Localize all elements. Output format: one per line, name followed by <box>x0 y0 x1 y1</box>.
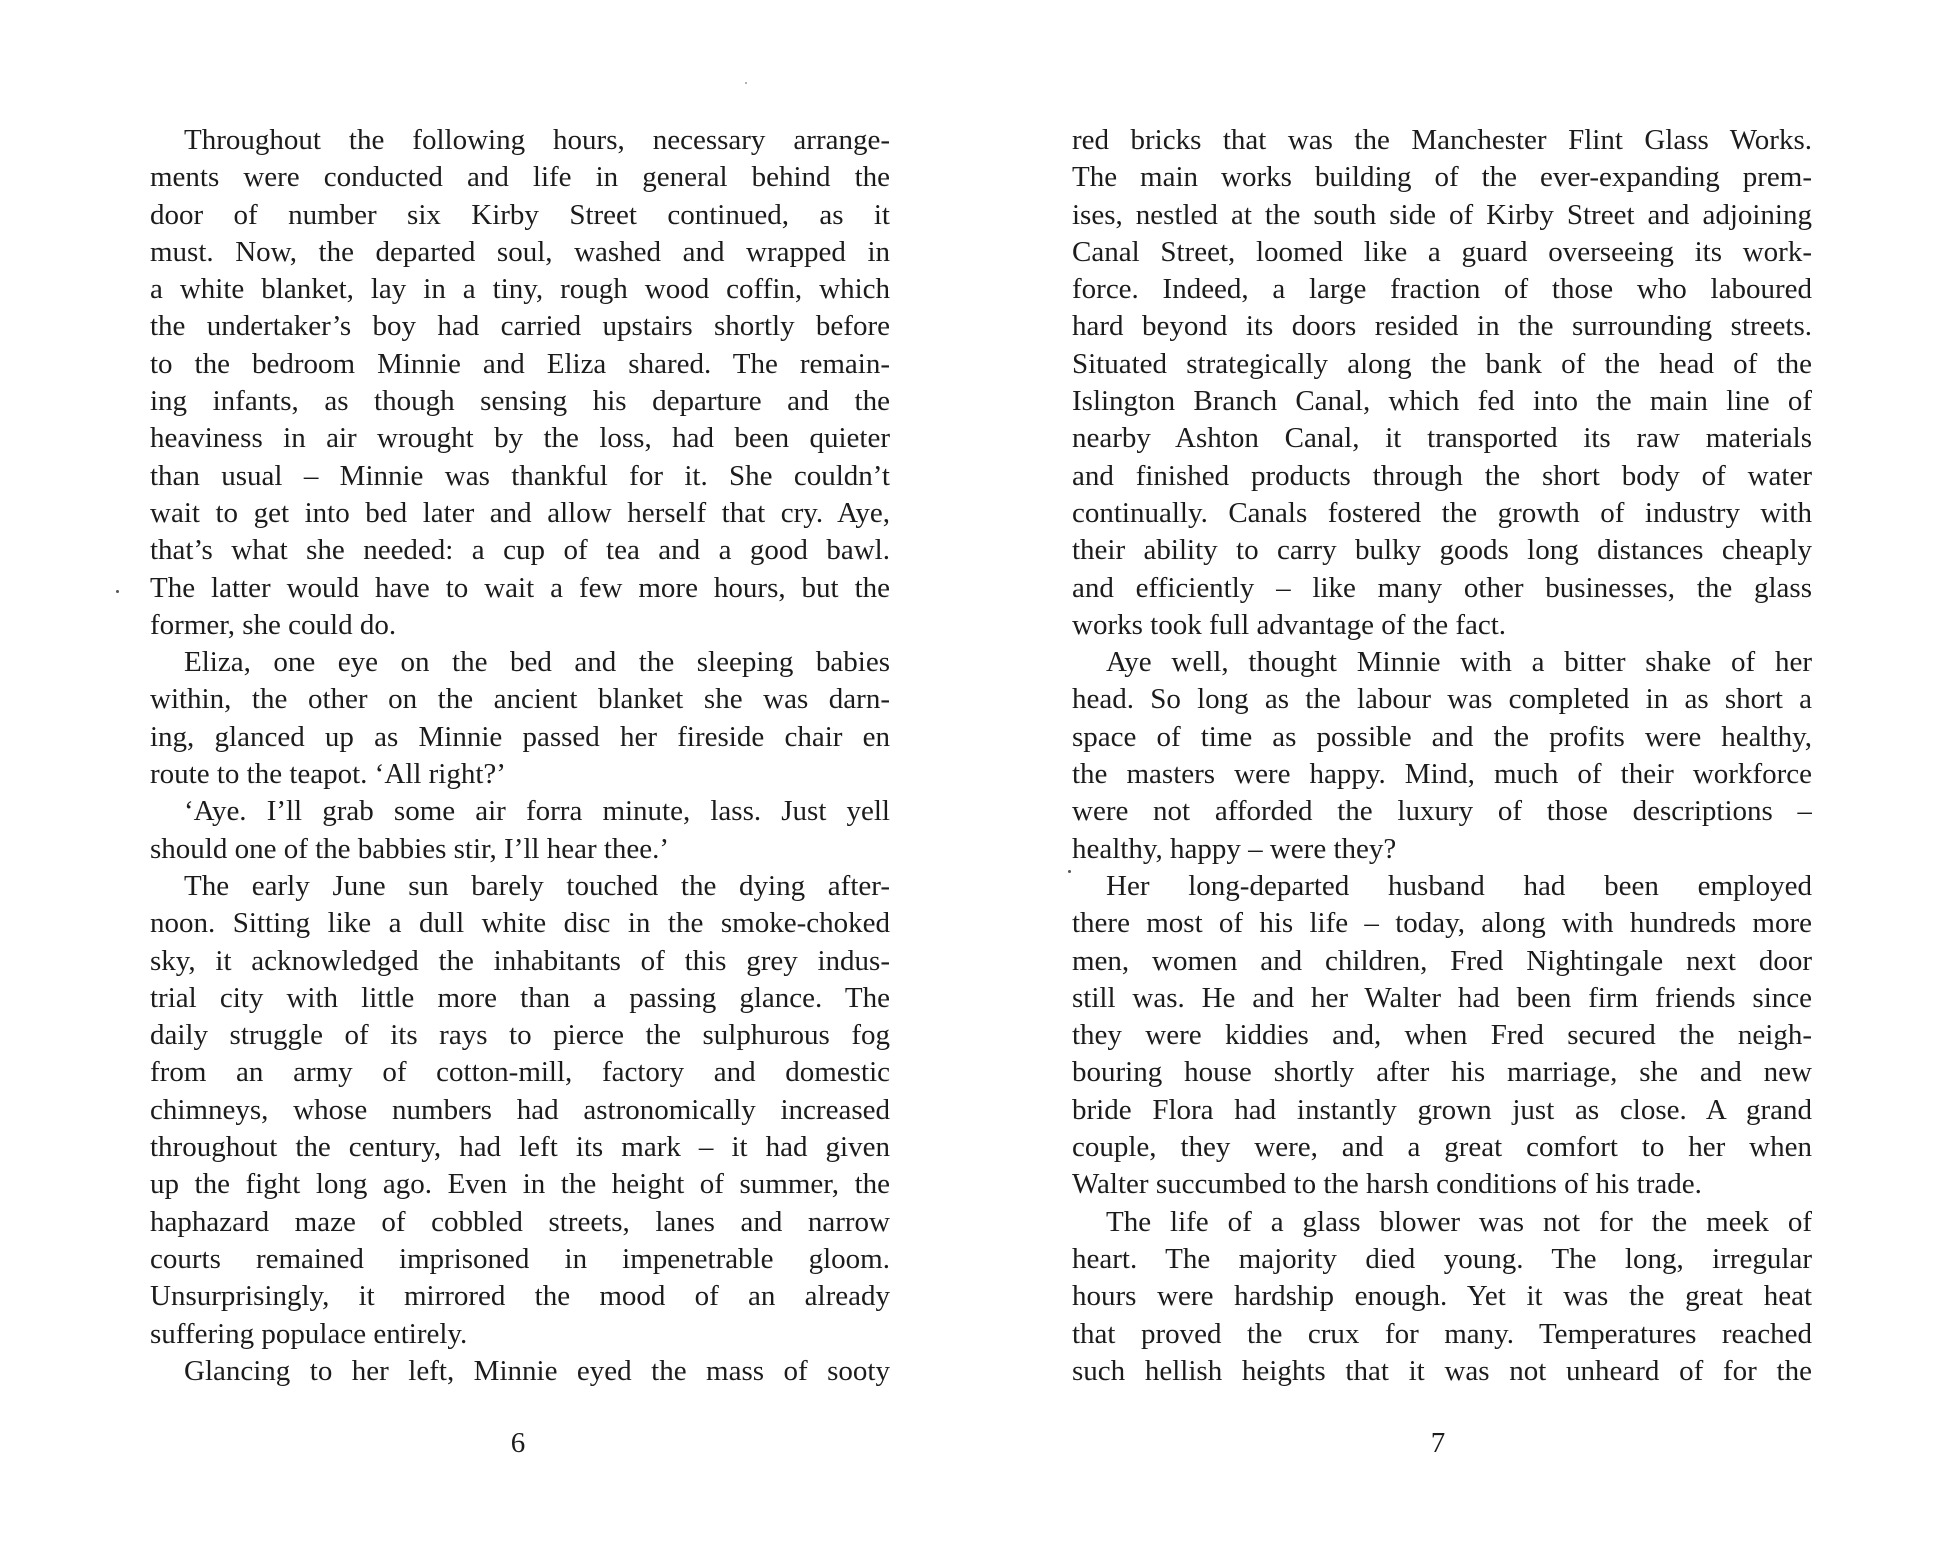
text-line: works took full advantage of the fact. <box>1072 608 1507 641</box>
text-line: that proved the crux for many. Temperatures reached <box>1072 1317 1812 1350</box>
text-line: former, she could do. <box>150 608 397 641</box>
text-line: haphazard maze of cobbled streets, lanes and narrow <box>150 1205 890 1238</box>
text-line: were not afforded the luxury of those descriptions – <box>1072 795 1812 828</box>
text-line: heaviness in air wrought by the loss, had been quieter <box>150 422 890 455</box>
text-line: within, the other on the ancient blanket she was darn- <box>150 683 890 716</box>
left-page-text <box>150 122 890 1390</box>
text-line: bride Flora had instantly grown just as close. A grand <box>1072 1093 1812 1126</box>
text-line: wait to get into bed later and allow herself that cry. Aye, <box>150 496 890 529</box>
scan-speck <box>745 82 747 84</box>
text-line: their ability to carry bulky goods long distances cheaply <box>1072 534 1812 567</box>
text-line: there most of his life – today, along with hundreds more <box>1072 907 1812 940</box>
right-page-text <box>1072 122 1812 1390</box>
text-line: than usual – Minnie was thankful for it. She couldn’t <box>150 459 890 492</box>
text-line: bouring house shortly after his marriage, she and new <box>1072 1056 1812 1089</box>
text-line: the masters were happy. Mind, much of their workforce <box>1072 758 1812 791</box>
text-line: ‘Aye. I’ll grab some air forra minute, lass. Just yell <box>184 795 890 828</box>
text-line: Unsurprisingly, it mirrored the mood of an already <box>150 1280 890 1313</box>
text-line: The early June sun barely touched the dying after- <box>184 869 890 902</box>
text-line: ises, nestled at the south side of Kirby Street and adjoining <box>1072 198 1812 231</box>
text-line: they were kiddies and, when Fred secured the neigh- <box>1072 1019 1812 1052</box>
text-line: couple, they were, and a great comfort to her when <box>1072 1131 1812 1164</box>
text-line: route to the teapot. ‘All right?’ <box>150 758 506 791</box>
text-line: courts remained imprisoned in impenetrable gloom. <box>150 1242 890 1275</box>
text-line: suffering populace entirely. <box>150 1317 468 1350</box>
text-line: Islington Branch Canal, which fed into the main line of <box>1072 385 1812 418</box>
text-line: force. Indeed, a large fraction of those who laboured <box>1072 273 1812 306</box>
text-line: trial city with little more than a passing glance. The <box>150 981 890 1014</box>
text-line: hard beyond its doors resided in the surrounding streets. <box>1072 310 1812 343</box>
text-line: still was. He and her Walter had been firm friends since <box>1072 981 1812 1014</box>
text-line: Her long-departed husband had been employed <box>1106 869 1812 902</box>
text-line: noon. Sitting like a dull white disc in the smoke-choked <box>150 907 890 940</box>
scan-speck <box>116 590 119 593</box>
text-line: and efficiently – like many other businesses, the glass <box>1072 571 1812 604</box>
text-line: ments were conducted and life in general behind the <box>150 161 890 194</box>
page-number-right: 7 <box>1430 1427 1446 1459</box>
text-line: nearby Ashton Canal, it transported its raw materials <box>1072 422 1812 455</box>
text-line: Aye well, thought Minnie with a bitter shake of her <box>1106 646 1812 679</box>
text-line: red bricks that was the Manchester Flint Glass Works. <box>1072 124 1812 156</box>
text-line: up the fight long ago. Even in the height of summer, the <box>150 1168 890 1201</box>
text-line: daily struggle of its rays to pierce the sulphurous fog <box>150 1019 890 1052</box>
text-line: head. So long as the labour was completed in as short a <box>1072 683 1812 716</box>
text-line: throughout the century, had left its mark – it had given <box>150 1131 890 1164</box>
text-line: Canal Street, loomed like a guard overseeing its work- <box>1072 235 1812 268</box>
text-line: continually. Canals fostered the growth of industry with <box>1072 496 1812 529</box>
text-line: healthy, happy – were they? <box>1072 832 1397 865</box>
page-number-left: 6 <box>510 1427 526 1459</box>
text-line: such hellish heights that it was not unheard of for the <box>1072 1354 1812 1387</box>
text-line: that’s what she needed: a cup of tea and a good bawl. <box>150 534 890 567</box>
text-line: a white blanket, lay in a tiny, rough wood coffin, which <box>150 273 890 306</box>
text-line: door of number six Kirby Street continued, as it <box>150 198 890 231</box>
text-line: Glancing to her left, Minnie eyed the mass of sooty <box>184 1354 890 1387</box>
text-line: Situated strategically along the bank of the head of the <box>1072 347 1812 380</box>
text-line: The life of a glass blower was not for the meek of <box>1106 1205 1812 1238</box>
text-line: space of time as possible and the profits were healthy, <box>1072 720 1812 753</box>
text-line: hours were hardship enough. Yet it was the great heat <box>1072 1280 1812 1313</box>
text-line: to the bedroom Minnie and Eliza shared. The remain- <box>150 347 890 380</box>
text-line: men, women and children, Fred Nightingale next door <box>1072 944 1812 977</box>
text-line: must. Now, the departed soul, washed and wrapped in <box>150 235 890 268</box>
text-line: The latter would have to wait a few more hours, but the <box>150 571 890 604</box>
text-line: heart. The majority died young. The long, irregular <box>1072 1242 1812 1275</box>
text-line: ing infants, as though sensing his departure and the <box>150 385 890 418</box>
text-line: should one of the babbies stir, I’ll hear thee.’ <box>150 832 670 865</box>
scan-speck <box>1068 870 1071 873</box>
text-line: sky, it acknowledged the inhabitants of this grey indus- <box>150 944 890 977</box>
text-line: from an army of cotton-mill, factory and domestic <box>150 1056 890 1089</box>
text-line: chimneys, whose numbers had astronomically increased <box>150 1093 890 1126</box>
text-line: Throughout the following hours, necessary arrange- <box>184 124 890 156</box>
text-line: Walter succumbed to the harsh conditions of his trade. <box>1072 1168 1702 1201</box>
text-line: the undertaker’s boy had carried upstairs shortly before <box>150 310 890 343</box>
text-line: The main works building of the ever-expanding prem- <box>1072 161 1812 194</box>
text-line: ing, glanced up as Minnie passed her fireside chair en <box>150 720 890 753</box>
text-line: and finished products through the short body of water <box>1072 459 1812 492</box>
text-line: Eliza, one eye on the bed and the sleeping babies <box>184 646 890 679</box>
